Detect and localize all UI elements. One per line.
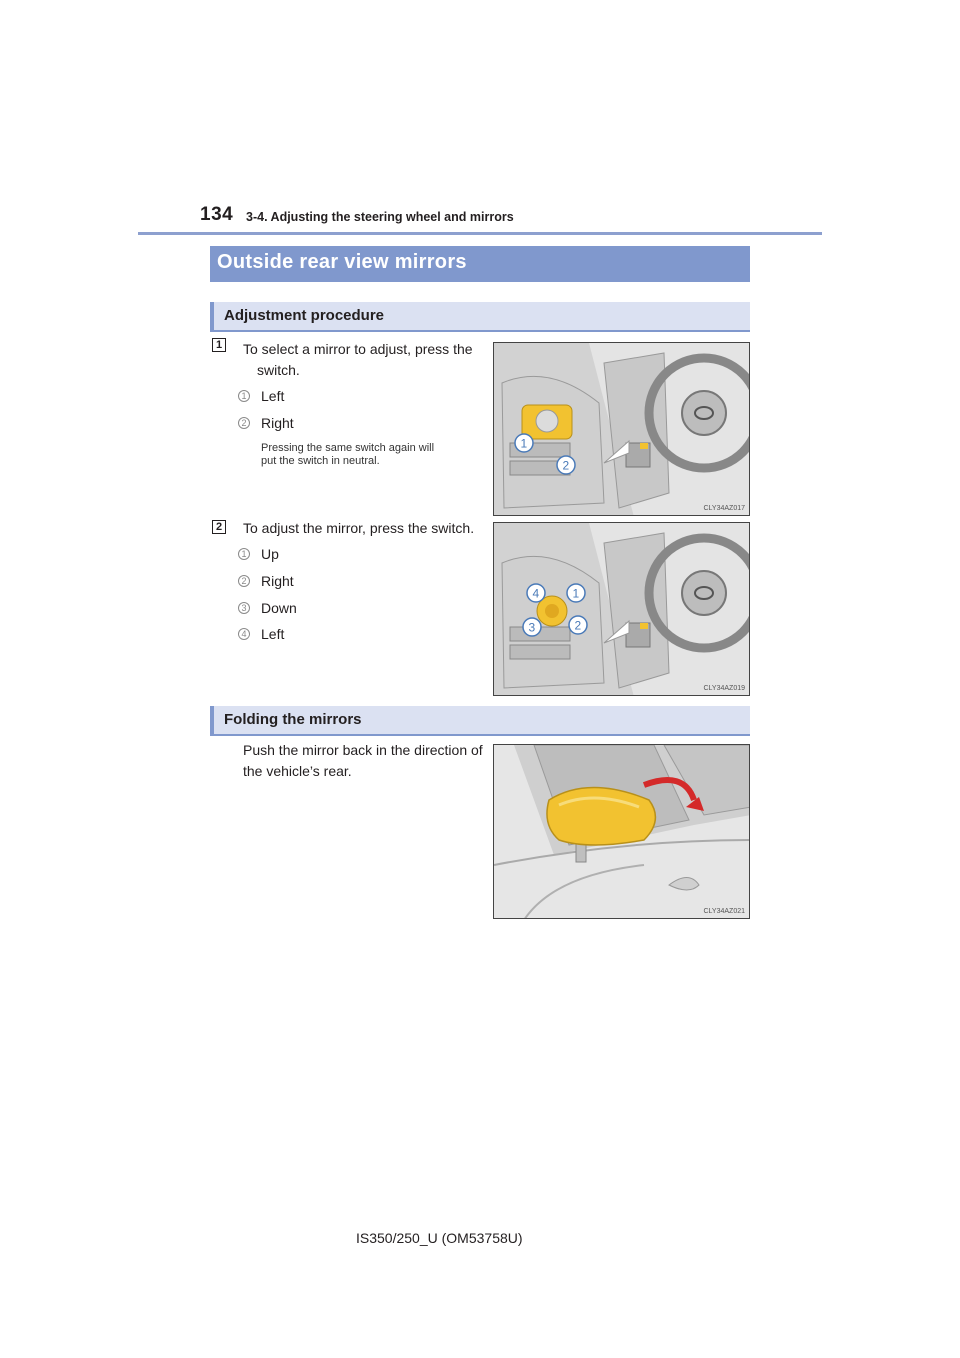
svg-text:3: 3 (528, 620, 536, 635)
folding-text-line2: the vehicle’s rear. (243, 763, 352, 779)
step-1-note-line1: Pressing the same switch again will (261, 442, 435, 454)
header-rule (138, 232, 822, 235)
step-2-item-number: 3 (238, 602, 250, 614)
chapter-title: 3-4. Adjusting the steering wheel and mirrors (246, 210, 514, 224)
figure-code: CLY34AZ019 (703, 685, 745, 692)
svg-text:1: 1 (572, 586, 580, 601)
section-title: Outside rear view mirrors (210, 246, 750, 282)
figure-mirror-adjust-switch (493, 522, 750, 696)
step-2-item-label: Left (261, 626, 285, 642)
figure-mirror-select-switch (493, 342, 750, 516)
folding-text-line1: Push the mirror back in the direction of (243, 742, 483, 758)
figure-code: CLY34AZ021 (703, 908, 745, 915)
folding-mirror-illustration (494, 745, 750, 919)
step-1-note-line2: put the switch in neutral. (261, 455, 380, 467)
step-2-item-number: 1 (238, 548, 250, 560)
step-2-item-number: 2 (238, 575, 250, 587)
step-1-text-line2: switch. (257, 362, 300, 378)
page-number: 134 (200, 204, 234, 225)
svg-text:1: 1 (520, 436, 528, 451)
step-2-item-number: 4 (238, 628, 250, 640)
step-1-item-number: 1 (238, 390, 250, 402)
step-1-item-label: Right (261, 415, 294, 431)
subsection-adjustment-title: Adjustment procedure (210, 302, 750, 332)
svg-text:2: 2 (562, 458, 570, 473)
step-1-note (261, 442, 481, 468)
footer-model: IS350/250_U (OM53758U) (356, 1230, 523, 1246)
folding-text (243, 740, 488, 782)
subsection-folding-title: Folding the mirrors (210, 706, 750, 736)
step-2-text: To adjust the mirror, press the switch. (243, 520, 475, 536)
step-2-marker: 2 (212, 520, 226, 534)
step-1-item-label: Left (261, 388, 285, 404)
figure-mirror-folding (493, 744, 750, 919)
step-2-item-label: Right (261, 573, 294, 589)
step-2-item-label: Down (261, 600, 297, 616)
door-switch-illustration (494, 523, 750, 696)
step-1-marker: 1 (212, 338, 226, 352)
step-1-text-line1: To select a mirror to adjust, press the (243, 341, 473, 357)
step-1-item-number: 2 (238, 417, 250, 429)
step-2-item-label: Up (261, 546, 279, 562)
figure-code: CLY34AZ017 (703, 505, 745, 512)
svg-text:2: 2 (574, 618, 582, 633)
svg-text:4: 4 (532, 586, 540, 601)
door-switch-illustration (494, 343, 750, 516)
step-1-text (243, 339, 483, 381)
